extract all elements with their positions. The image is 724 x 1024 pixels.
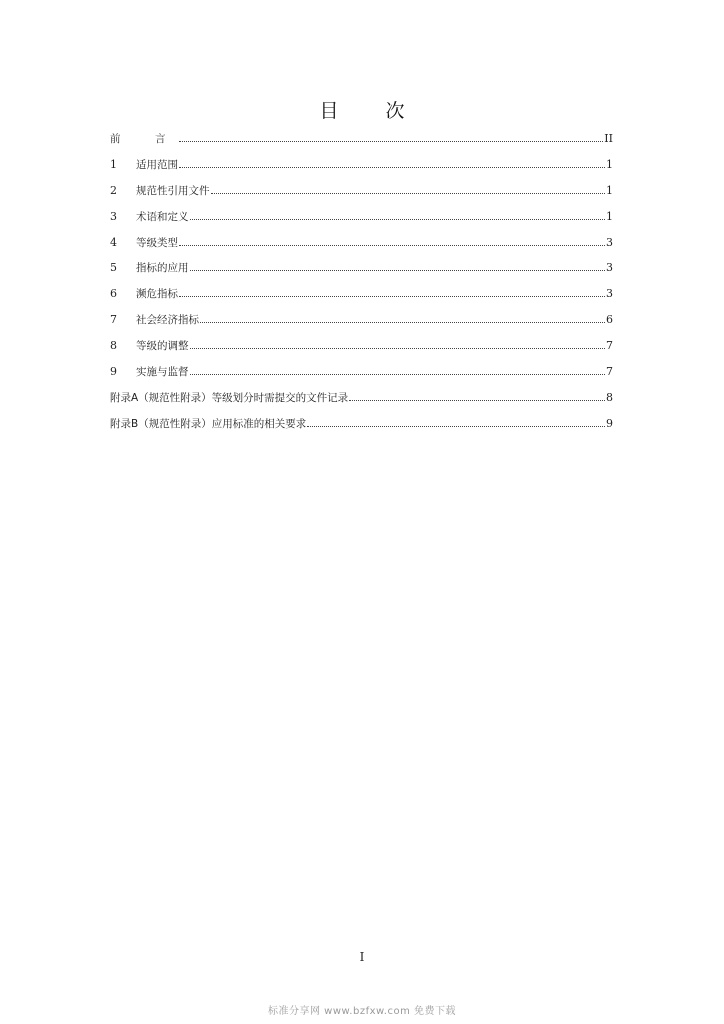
toc-entry-page: 6 bbox=[606, 313, 613, 327]
toc-entry-6[interactable] bbox=[110, 286, 613, 312]
toc-entry-9[interactable] bbox=[110, 364, 613, 390]
toc-entry-page: II bbox=[604, 132, 613, 145]
toc-entry-number: 4 bbox=[110, 235, 117, 249]
toc-leader-dots bbox=[349, 400, 605, 401]
toc-entry-title: 前 言 bbox=[110, 133, 178, 145]
toc-entry-appendix-a[interactable] bbox=[110, 390, 613, 416]
toc-entry-page: 1 bbox=[606, 209, 613, 223]
toc-entry-page: 9 bbox=[606, 416, 613, 430]
toc-entry-3[interactable] bbox=[110, 209, 613, 235]
toc-entry-title: 等级类型 bbox=[136, 236, 178, 249]
toc-entry-title: 术语和定义 bbox=[136, 210, 189, 223]
toc-entry-5[interactable] bbox=[110, 260, 613, 286]
toc-entry-title: 等级的调整 bbox=[136, 340, 189, 353]
toc-entry-4[interactable] bbox=[110, 235, 613, 261]
toc-entry-title: 指标的应用 bbox=[136, 262, 189, 275]
toc-entry-8[interactable] bbox=[110, 338, 613, 364]
toc-entry-title: 附录B（规范性附录）应用标准的相关要求 bbox=[110, 417, 307, 430]
watermark-text: 标准分享网 www.bzfxw.com 免费下载 bbox=[268, 1006, 456, 1017]
toc-leader-dots bbox=[179, 141, 604, 142]
toc-leader-dots bbox=[190, 270, 606, 271]
toc-entry-number: 3 bbox=[110, 209, 117, 223]
toc-entry-number: 6 bbox=[110, 287, 117, 301]
toc-entry-page: 1 bbox=[606, 157, 613, 171]
toc-entry-2[interactable] bbox=[110, 183, 613, 209]
toc-entry-appendix-b[interactable] bbox=[110, 416, 613, 442]
toc-entry-page: 3 bbox=[606, 287, 613, 301]
toc-entry-7[interactable] bbox=[110, 312, 613, 338]
toc-leader-dots bbox=[307, 426, 605, 427]
toc-entry-page: 3 bbox=[606, 235, 613, 249]
toc-entry-page: 1 bbox=[606, 183, 613, 197]
toc-entry-number: 8 bbox=[110, 339, 117, 353]
toc-entry-title: 规范性引用文件 bbox=[136, 184, 210, 197]
toc-entry-title: 濒危指标 bbox=[136, 288, 178, 301]
toc-leader-dots bbox=[179, 296, 605, 297]
toc-entry-number: 5 bbox=[110, 261, 117, 275]
toc-leader-dots bbox=[179, 167, 605, 168]
toc-leader-dots bbox=[190, 348, 606, 349]
toc-heading: 目 次 bbox=[319, 100, 419, 122]
toc-leader-dots bbox=[200, 322, 605, 323]
toc-entry-number: 9 bbox=[110, 365, 117, 379]
toc-entry-preface[interactable] bbox=[110, 131, 613, 157]
toc-leader-dots bbox=[190, 374, 606, 375]
toc-entry-number: 2 bbox=[110, 183, 117, 197]
toc-entry-page: 8 bbox=[606, 390, 613, 404]
toc-entry-page: 7 bbox=[606, 365, 613, 379]
toc-entry-number: 1 bbox=[110, 157, 117, 171]
toc-entry-1[interactable] bbox=[110, 157, 613, 183]
toc-entry-title: 适用范围 bbox=[136, 158, 178, 171]
page-number: I bbox=[359, 950, 365, 964]
toc-leader-dots bbox=[211, 193, 606, 194]
toc-entry-title: 社会经济指标 bbox=[136, 314, 199, 327]
toc-entry-title: 实施与监督 bbox=[136, 366, 189, 379]
table-of-contents bbox=[110, 131, 613, 442]
toc-entry-number: 7 bbox=[110, 313, 117, 327]
toc-leader-dots bbox=[190, 219, 606, 220]
toc-entry-page: 3 bbox=[606, 261, 613, 275]
toc-leader-dots bbox=[179, 245, 605, 246]
toc-entry-title: 附录A（规范性附录）等级划分时需提交的文件记录 bbox=[110, 391, 349, 404]
toc-entry-page: 7 bbox=[606, 339, 613, 353]
